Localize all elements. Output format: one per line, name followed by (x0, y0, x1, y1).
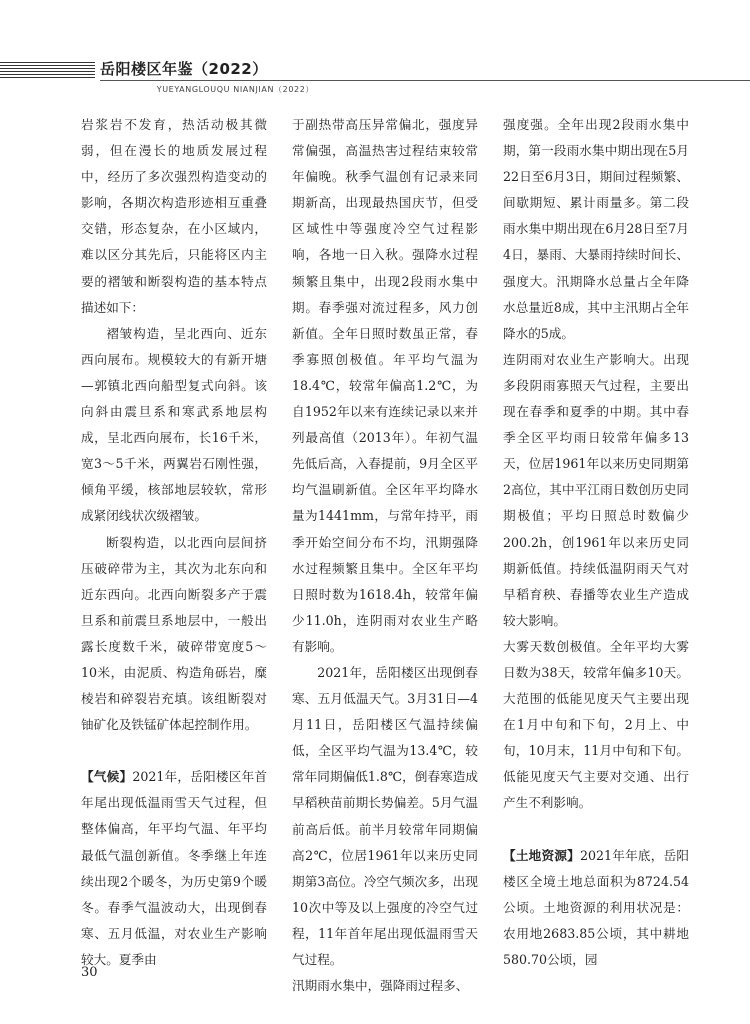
section-heading: 【气候】 (81, 769, 133, 785)
column-2 (292, 112, 478, 994)
section-heading: 【土地资源】 (503, 847, 580, 863)
paragraph: 褶皱构造，呈北西向、近东西向展布。规模较大的有新开塘—郭镇北西向船型复式向斜。该向斜由震旦系和寒武系地层构成，呈北西向展布，长16千米，宽3～5千米，两翼岩石刚性强，倾角平缓，核部地层较软，常形成紧闭线状次级褶皱。 (81, 325, 267, 524)
header-rule (100, 80, 750, 81)
paragraph: 断裂构造，以北西向层间挤压破碎带为主，其次为北东向和近东西向。北西向断裂多产于震旦系和前震旦系地层中，一般出露长度数千米，破碎带宽度5～10米，由泥质、构造角砾岩，糜棱岩和碎裂岩充填。该组断裂对铀矿化及铁锰矿体起控制作用。 (81, 534, 267, 733)
land-resources-section (503, 843, 689, 973)
page-header (0, 0, 750, 100)
paragraph: 连阴雨对农业生产影响大。出现多段阴雨寡照天气过程，主要出现在春季和夏季的中期。其中春季全区平均雨日较常年偏多13天，位居1961年以来历史同期第2高位，其中平江雨日数创历史同期极值；平均日照总时数偏少200.2h，创1961年以来历史同期新低值。持续低温阴雨天气对早稻育秧、春播等农业生产造成较大影响。 (503, 351, 689, 628)
yearbook-subtitle: YUEYANGLOUQU NIANJIAN（2022） (156, 85, 314, 94)
paragraph: 于副热带高压异常偏北，强度异常偏强，高温热害过程结束较常年偏晚。秋季气温创有记录来同期新高，出现最热国庆节，但受区域性中等强度冷空气过程影响，各地一日入秋。强降水过程频繁且集中，出现2段雨水集中期。春季强对流过程多，风力创新值。全年日照时数虽正常，春季寡照创极值。年平均气温为18.4℃，较常年偏高1.2℃，为自1952年以来有连续记录以来并列最高值（2013年）。年初气温先低后高，入春提前，9月全区平均气温刷新值。全区年平均降水量为1441mm，与常年持平，雨季开始空间分布不均，汛期强降水过程频繁且集中。全区年平均日照时数为1618.4h，较常年偏少11.0h，连阴雨对农业生产略有影响。 (292, 117, 478, 654)
section-body: 2021年年底，岳阳楼区全境土地总面积为8724.54公顷。土地资源的利用状况是：农用地2683.85公顷，其中耕地580.70公顷，园 (503, 847, 689, 967)
column-3 (503, 112, 689, 967)
section-body: 2021年，岳阳楼区年首年尾出现低温雨雪天气过程，但整体偏高，年平均气温、年平均最低气温创新值。冬季继上年连续出现2个暖冬，为历史第9个暖冬。春季气温波动大，出现倒春寒、五月低温，对农业生产影响较大。夏季由 (81, 769, 267, 967)
yearbook-title: 岳阳楼区年鉴（2022） (100, 60, 268, 78)
paragraph: 强度强。全年出现2段雨水集中期，第一段雨水集中期出现在5月22日至6月3日，期间过程频繁、间歇期短、累计雨量多。第二段雨水集中期出现在6月28日至7月4日，暴雨、大暴雨持续时间长、强度大。汛期降水总量占全年降水总量近8成，其中主汛期占全年降水的5成。 (503, 117, 689, 341)
column-1 (81, 112, 267, 967)
page-number: 30 (81, 965, 98, 980)
paragraph: 2021年，岳阳楼区出现倒春寒、五月低温天气。3月31日—4月11日，岳阳楼区气温持续偏低，全区平均气温为13.4℃，较常年同期偏低1.8℃，倒春寒造成早稻秧苗前期长势偏差。5月气温前高后低。前半月较常年同期偏高2℃，位居1961年以来历史同期第3高位。冷空气频次多，出现10次中等及以上强度的冷空气过程，11年首年尾出现低温雨雪天气过程。 (292, 664, 478, 967)
header-stripes (0, 62, 95, 80)
paragraph: 岩浆岩不发育，热活动极其微弱，但在漫长的地质发展过程中，经历了多次强烈构造变动的影响，各期次构造形迹相互重叠交错，形态复杂，在小区域内，难以区分其先后，只能将区内主要的褶皱和断裂构造的基本特点描述如下： (81, 117, 267, 315)
paragraph: 大雾天数创极值。全年平均大雾日数为38天，较常年偏多10天。大范围的低能见度天气主要出现在1月中旬和下旬，2月上、中旬，10月末，11月中旬和下旬。低能见度天气主要对交通、出行产生不利影响。 (503, 638, 689, 811)
paragraph: 汛期雨水集中，强降雨过程多、 (292, 978, 469, 994)
climate-section (81, 764, 267, 973)
